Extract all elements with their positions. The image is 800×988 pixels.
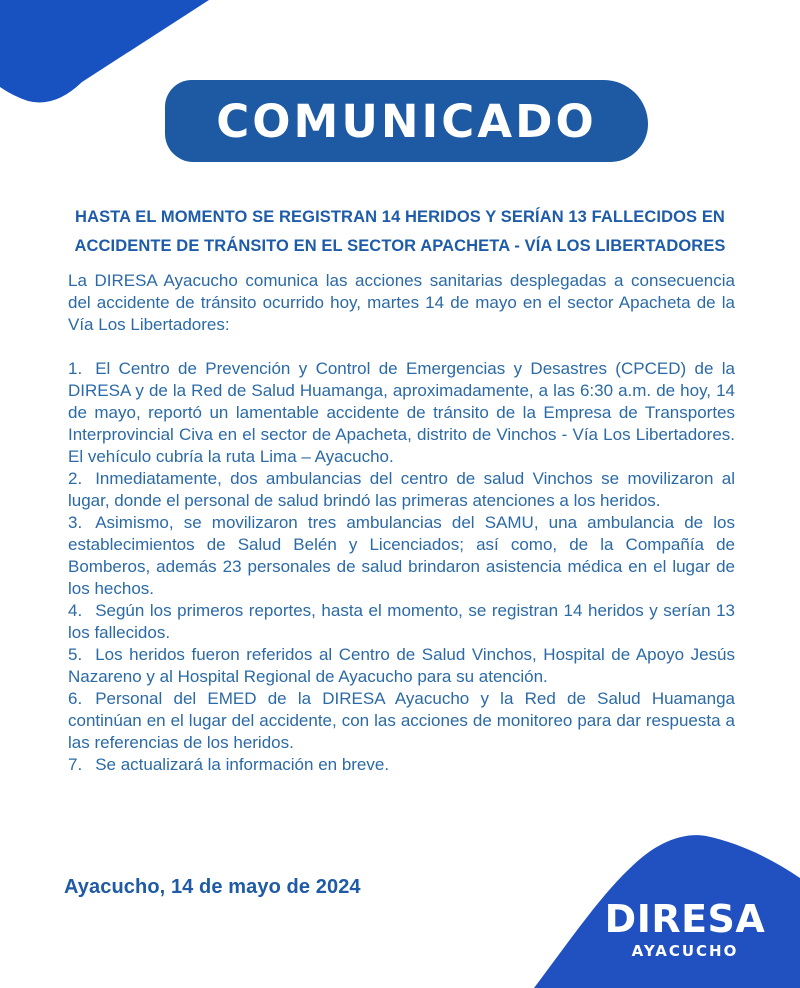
- intro-paragraph: La DIRESA Ayacucho comunica las acciones sanitarias desplegadas a consecuencia del accidente de tránsito ocurrido hoy, martes 14 de mayo en el sector Apacheta de la Vía Los Libertadores:: [68, 271, 735, 334]
- diresa-logo: [600, 897, 770, 960]
- item-number: 1.: [68, 359, 83, 378]
- list-item: [68, 468, 735, 512]
- list-item: [68, 358, 735, 468]
- item-number: 3.: [68, 513, 83, 532]
- item-number: 6.: [68, 689, 83, 708]
- item-text: Personal del EMED de la DIRESA Ayacucho y la Red de Salud Huamanga continúan en el lugar del accidente, con las acciones de monitoreo para dar respuesta a las referencias de los heridos.: [68, 689, 735, 752]
- logo-name: DIRESA: [604, 897, 766, 942]
- banner-title: COMUNICADO: [216, 94, 597, 148]
- item-text: El Centro de Prevención y Control de Emergencias y Desastres (CPCED) de la DIRESA y de la Red de Salud Huamanga, aproximadamente, a las 6:30 a.m. de hoy, 14 de mayo, reportó un lamentable accidente de tránsito de la Empresa de Transportes Interprovincial Civa en el sector de Apacheta, distrito de Vinchos - Vía Los Libertadores. El vehículo cubría la ruta Lima – Ayacucho.: [68, 359, 735, 466]
- headline: [0, 203, 800, 261]
- dateline: Ayacucho, 14 de mayo de 2024: [64, 876, 361, 898]
- headline-line-2: ACCIDENTE DE TRÁNSITO EN EL SECTOR APACHETA - VÍA LOS LIBERTADORES: [74, 237, 726, 255]
- item-text: Los heridos fueron referidos al Centro de Salud Vinchos, Hospital de Apoyo Jesús Nazareno y al Hospital Regional de Ayacucho para su atención.: [68, 645, 735, 686]
- item-number: 2.: [68, 469, 83, 488]
- item-number: 5.: [68, 645, 83, 664]
- item-text: Inmediatamente, dos ambulancias del centro de salud Vinchos se movilizaron al lugar, donde el personal de salud brindó las primeras atenciones a los heridos.: [68, 469, 735, 510]
- headline-line-1: HASTA EL MOMENTO SE REGISTRAN 14 HERIDOS Y SERÍAN 13 FALLECIDOS EN: [75, 208, 725, 226]
- item-number: 7.: [68, 755, 83, 774]
- item-number: 4.: [68, 601, 83, 620]
- item-text: Según los primeros reportes, hasta el momento, se registran 14 heridos y serían 13 los fallecidos.: [68, 601, 735, 642]
- list-item: [68, 644, 735, 688]
- item-text: Asimismo, se movilizaron tres ambulancias del SAMU, una ambulancia de los establecimientos de Salud Belén y Licenciados; así como, de la Compañía de Bomberos, además 23 personales de salud brindaron asistencia médica en el lugar de los hechos.: [68, 513, 735, 598]
- list-item: [68, 688, 735, 754]
- logo-subname: AYACUCHO: [631, 942, 739, 960]
- list-item: [68, 754, 735, 776]
- list-item: [68, 512, 735, 600]
- list-item: [68, 600, 735, 644]
- item-text: Se actualizará la información en breve.: [95, 755, 390, 774]
- comunicado-banner: [165, 80, 648, 162]
- body-text: [68, 270, 735, 776]
